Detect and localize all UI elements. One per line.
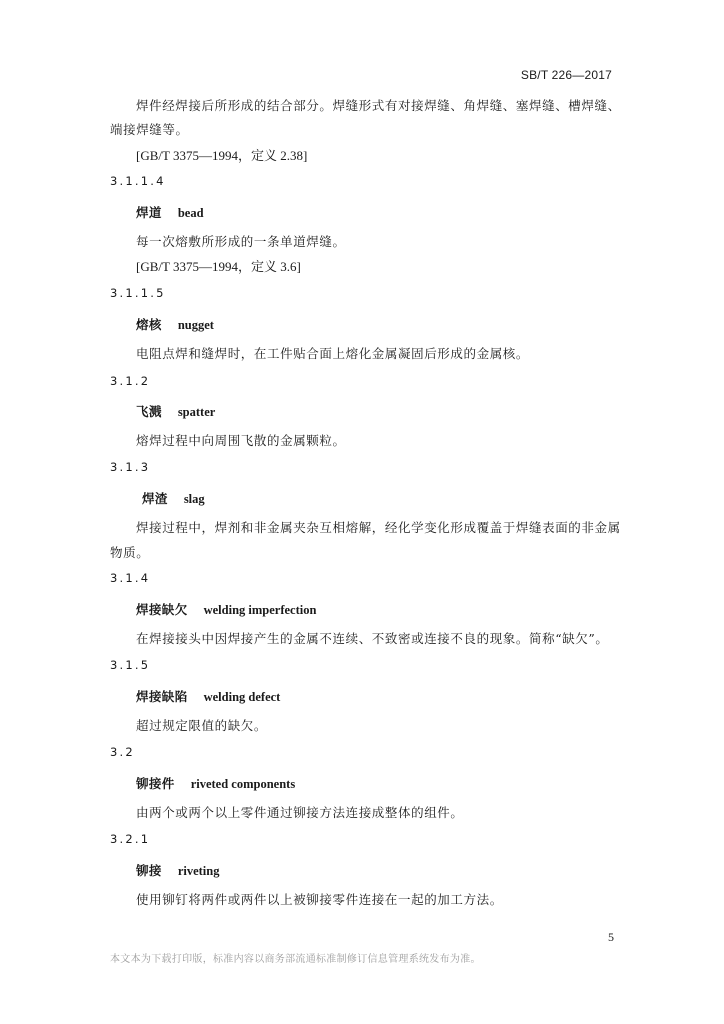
definition-slag-line2: 物质。 (110, 545, 150, 560)
clause-number-3-1-1-4: 3.1.1.4 (110, 174, 166, 188)
footer-notice: 本文本为下载打印版，标准内容以商务部流通标准制修订信息管理系统发布为准。 (110, 954, 481, 965)
term-zh: 焊渣 (142, 491, 168, 506)
standard-number: SB/T 226—2017 (520, 68, 612, 82)
term-zh: 铆接件 (136, 776, 175, 791)
term-slag (142, 489, 205, 507)
term-nugget (136, 315, 214, 333)
term-en: spatter (177, 405, 216, 419)
definition-bead: 每一次熔敷所形成的一条单道焊缝。 (136, 234, 346, 249)
weld-reference: [GB/T 3375—1994，定义 2.38] (136, 148, 308, 163)
term-spatter (136, 402, 215, 420)
term-en: riveting (177, 864, 220, 878)
definition-welding-imperfection: 在焊接接头中因焊接产生的金属不连续、不致密或连接不良的现象。简称“缺欠”。 (136, 631, 609, 646)
definition-nugget: 电阻点焊和缝焊时，在工件贴合面上熔化金属凝固后形成的金属核。 (136, 346, 530, 361)
clause-number-3-1-1-5: 3.1.1.5 (110, 286, 166, 300)
term-riveted-components (136, 774, 295, 792)
term-zh: 焊道 (136, 205, 162, 220)
term-zh: 焊接缺欠 (136, 602, 188, 617)
definition-welding-defect: 超过规定限值的缺欠。 (136, 718, 268, 733)
term-zh: 焊接缺陷 (136, 689, 188, 704)
clause-number-3-1-2: 3.1.2 (110, 374, 151, 388)
definition-spatter: 熔焊过程中向周围飞散的金属颗粒。 (136, 433, 346, 448)
term-welding-defect (136, 687, 280, 705)
page-number: 5 (608, 930, 614, 944)
term-welding-imperfection (136, 600, 316, 618)
term-en: welding imperfection (203, 603, 317, 617)
term-en: nugget (177, 318, 214, 332)
weld-definition-line1: 焊件经焊接后所形成的结合部分。焊缝形式有对接焊缝、角焊缝、塞焊缝、槽焊缝、 (136, 98, 621, 113)
clause-number-3-1-3: 3.1.3 (110, 460, 151, 474)
term-zh: 铆接 (136, 863, 162, 878)
term-bead (136, 203, 204, 221)
definition-slag-line1: 焊接过程中，焊剂和非金属夹杂互相熔解，经化学变化形成覆盖于焊缝表面的非金属 (136, 520, 621, 535)
clause-number-3-2: 3.2 (110, 745, 135, 759)
term-riveting (136, 861, 219, 879)
clause-number-3-1-4: 3.1.4 (110, 571, 151, 585)
weld-definition-line2: 端接焊缝等。 (110, 122, 189, 137)
term-zh: 熔核 (136, 317, 162, 332)
term-en: welding defect (203, 690, 281, 704)
term-zh: 飞溅 (136, 404, 162, 419)
term-en: bead (177, 206, 204, 220)
clause-number-3-1-5: 3.1.5 (110, 658, 151, 672)
definition-riveted-components: 由两个或两个以上零件通过铆接方法连接成整体的组件。 (136, 805, 464, 820)
term-en: slag (183, 492, 205, 506)
reference-bead: [GB/T 3375—1994，定义 3.6] (136, 259, 301, 274)
definition-riveting: 使用铆钉将两件或两件以上被铆接零件连接在一起的加工方法。 (136, 892, 503, 907)
clause-number-3-2-1: 3.2.1 (110, 832, 151, 846)
term-en: riveted components (190, 777, 296, 791)
